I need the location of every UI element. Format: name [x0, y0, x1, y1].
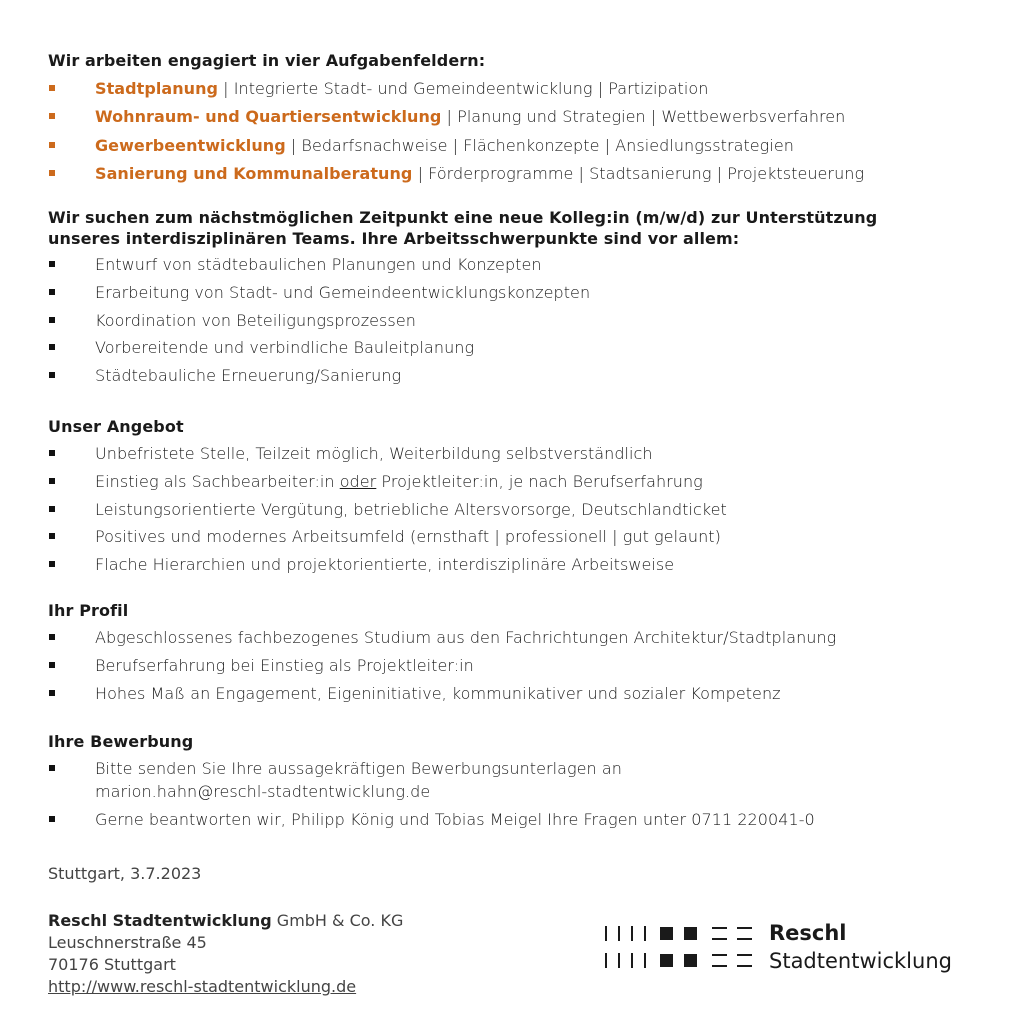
place-date: Stuttgart, 3.7.2023 [48, 864, 202, 883]
company-website-link[interactable]: http://www.reschl-stadtentwicklung.de [48, 977, 357, 996]
tasks-heading-line1: Wir suchen zum nächstmöglichen Zeitpunkt eine neue Kolleg:in (m/w/d) zur Unterstützung [48, 208, 878, 227]
fields-heading: Wir arbeiten engagiert in vier Aufgabenfeldern: [48, 51, 486, 70]
profile-section [48, 600, 968, 705]
list-item: Sanierung und Kommunalberatung | Förderprogramme | Stadtsanierung | Projektsteuerung [48, 162, 968, 185]
list-item: Hohes Maß an Engagement, Eigeninitiative, kommunikativer und sozialer Kompetenz [48, 682, 968, 705]
list-item: Wohnraum- und Quartiersentwicklung | Planung und Strategien | Wettbewerbsverfahren [48, 105, 968, 128]
list-item: Stadtplanung | Integrierte Stadt- und Gemeindeentwicklung | Partizipation [48, 77, 968, 100]
tasks-list [48, 253, 968, 387]
list-item: Einstieg als Sachbearbeiter:in oder Projektleiter:in, je nach Berufserfahrung [48, 470, 968, 493]
application-section [48, 731, 968, 831]
tasks-heading-line2: unseres interdisziplinären Teams. Ihre Arbeitsschwerpunkte sind vor allem: [48, 229, 740, 248]
bars-squares-lines-icon [604, 920, 764, 980]
bullet-icon [49, 372, 55, 378]
company-legal: GmbH & Co. KG [271, 911, 404, 930]
fields-list [48, 77, 968, 185]
offer-list [48, 442, 968, 576]
bullet-icon [49, 317, 55, 323]
list-item: Entwurf von städtebaulichen Planungen und Konzepten [48, 253, 968, 276]
bullet-icon [49, 344, 55, 350]
application-email: marion.hahn@reschl-stadtentwicklung.de [95, 782, 431, 802]
bullet-icon [49, 261, 55, 267]
bullet-icon [49, 85, 55, 91]
bullet-icon [49, 816, 55, 822]
company-logo [604, 920, 964, 980]
profile-heading: Ihr Profil [48, 601, 129, 620]
bullet-icon [49, 634, 55, 640]
list-item: Vorbereitende und verbindliche Bauleitplanung [48, 336, 968, 359]
bullet-icon [49, 662, 55, 668]
offer-section [48, 416, 968, 576]
list-item: Leistungsorientierte Vergütung, betriebliche Altersvorsorge, Deutschlandticket [48, 498, 968, 521]
logo-word-stadtentwicklung: Stadtentwicklung [769, 949, 952, 973]
list-item: Koordination von Beteiligungsprozessen [48, 309, 968, 332]
list-item: Gerne beantworten wir, Philipp König und Tobias Meigel Ihre Fragen unter 0711 220041-0 [48, 808, 968, 831]
list-item: Erarbeitung von Stadt- und Gemeindeentwicklungskonzepten [48, 281, 968, 304]
logo-word-reschl: Reschl [769, 921, 847, 945]
offer-heading: Unser Angebot [48, 417, 184, 436]
list-item: Flache Hierarchien und projektorientierte, interdisziplinäre Arbeitsweise [48, 553, 968, 576]
company-name-line [48, 910, 403, 932]
bullet-icon [49, 170, 55, 176]
profile-list [48, 626, 968, 705]
list-item: Gewerbeentwicklung | Bedarfsnachweise | Flächenkonzepte | Ansiedlungsstrategien [48, 134, 968, 157]
company-city: 70176 Stuttgart [48, 955, 176, 974]
bullet-icon [49, 478, 55, 484]
list-item: Bitte senden Sie Ihre aussagekräftigen Bewerbungsunterlagen an marion.hahn@reschl-stadtentwicklung.de [48, 757, 968, 804]
bullet-icon [49, 289, 55, 295]
bullet-icon [49, 142, 55, 148]
application-heading: Ihre Bewerbung [48, 732, 194, 751]
bullet-icon [49, 113, 55, 119]
application-list [48, 757, 968, 831]
bullet-icon [49, 765, 55, 771]
company-address [48, 910, 403, 998]
list-item: Positives und modernes Arbeitsumfeld (ernsthaft | professionell | gut gelaunt) [48, 525, 968, 548]
fields-section [48, 50, 968, 185]
bullet-icon [49, 450, 55, 456]
company-name: Reschl Stadtentwicklung [48, 911, 272, 930]
list-item: Berufserfahrung bei Einstieg als Projektleiter:in [48, 654, 968, 677]
bullet-icon [49, 506, 55, 512]
list-item: Städtebauliche Erneuerung/Sanierung [48, 364, 968, 387]
bullet-icon [49, 533, 55, 539]
list-item: Abgeschlossenes fachbezogenes Studium aus den Fachrichtungen Architektur/Stadtplanung [48, 626, 968, 649]
tasks-section [48, 207, 968, 387]
bullet-icon [49, 561, 55, 567]
company-street: Leuschnerstraße 45 [48, 933, 207, 952]
list-item: Unbefristete Stelle, Teilzeit möglich, Weiterbildung selbstverständlich [48, 442, 968, 465]
bullet-icon [49, 690, 55, 696]
